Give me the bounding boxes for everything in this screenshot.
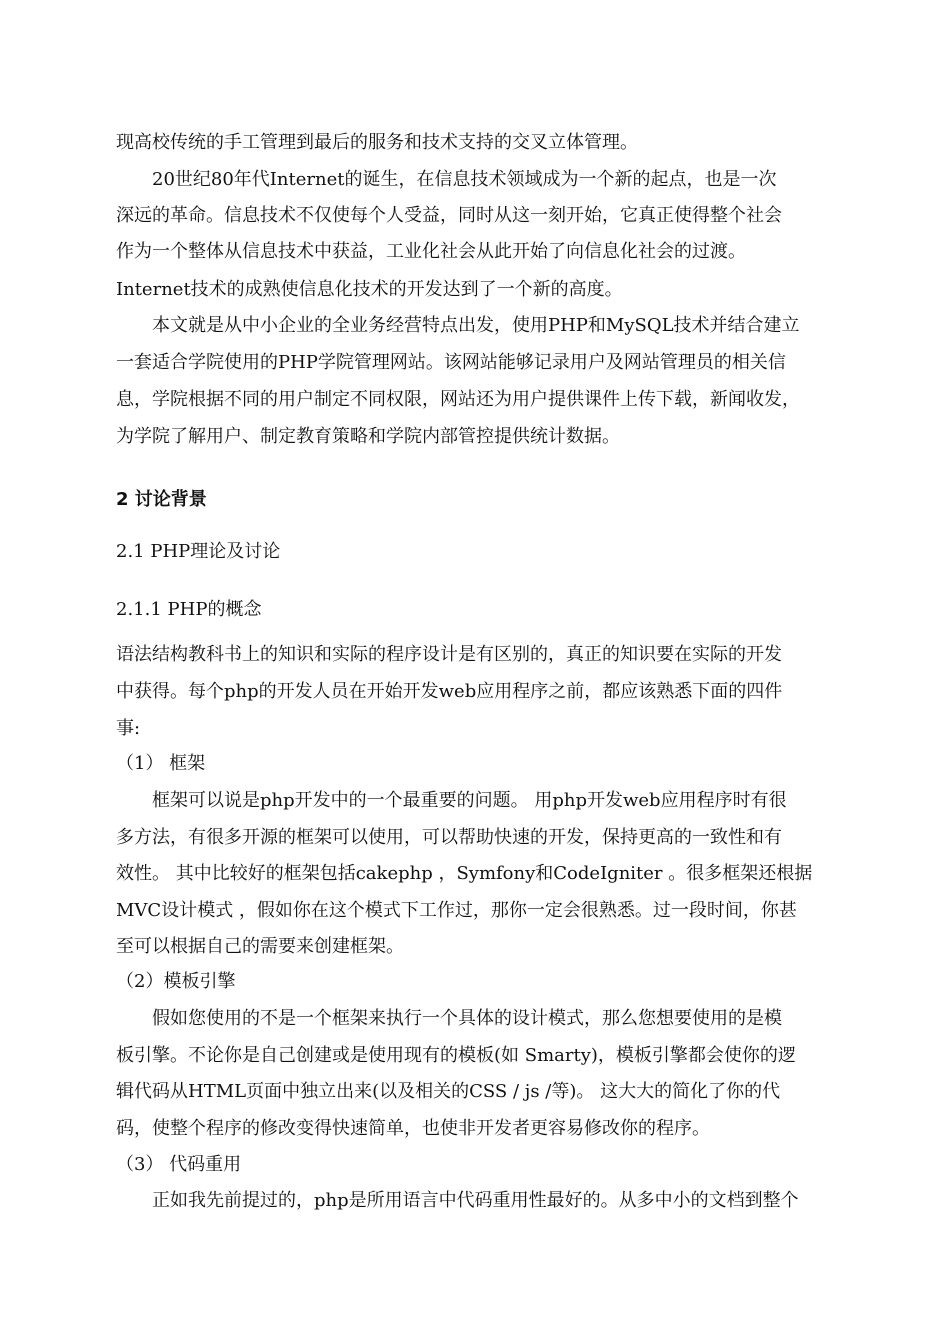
list-heading: （2）模板引擎 [116,971,236,992]
paragraph-line: 至可以根据自己的需要来创建框架。 [116,936,404,957]
paragraph-line: 一套适合学院使用的PHP学院管理网站。该网站能够记录用户及网站管理员的相关信 [116,352,786,373]
paragraph-line: 20世纪80年代Internet的诞生，在信息技术领域成为一个新的起点，也是一次 [152,169,777,190]
paragraph-line: 作为一个整体从信息技术中获益，工业化社会从此开始了向信息化社会的过渡。 [116,241,746,262]
paragraph-line: 多方法，有很多开源的框架可以使用，可以帮助快速的开发，保持更高的一致性和有 [116,827,782,848]
paragraph-line: 事: [116,718,141,739]
paragraph-line: 正如我先前提过的，php是所用语言中代码重用性最好的。从多中小的文档到整个 [152,1190,799,1211]
paragraph-line: 板引擎。不论你是自己创建或是使用现有的模板(如 Smarty)，模板引擎都会使你的逻 [116,1045,796,1066]
paragraph-line: 辑代码从HTML页面中独立出来(以及相关的CSS / js /等)。 这大大的简化了你的代 [116,1081,781,1102]
section-heading: 2 讨论背景 [116,489,207,510]
paragraph-line: 为学院了解用户、制定教育策略和学院内部管控提供统计数据。 [116,426,620,447]
paragraph-line: 中获得。每个php的开发人员在开始开发web应用程序之前，都应该熟悉下面的四件 [116,681,783,702]
paragraph-line: Internet技术的成熟使信息化技术的开发达到了一个新的高度。 [116,279,623,300]
paragraph-line: 码，使整个程序的修改变得快速简单，也使非开发者更容易修改你的程序。 [116,1118,710,1139]
paragraph-line: 现高校传统的手工管理到最后的服务和技术支持的交叉立体管理。 [116,132,638,153]
paragraph-line: 假如您使用的不是一个框架来执行一个具体的设计模式，那么您想要使用的是模 [152,1008,782,1029]
paragraph-line: 深远的革命。信息技术不仅使每个人受益，同时从这一刻开始，它真正使得整个社会 [116,205,782,226]
list-heading: （3） 代码重用 [116,1154,242,1175]
subsection-heading: 2.1 PHP理论及讨论 [116,541,281,562]
subsubsection-heading: 2.1.1 PHP的概念 [116,599,262,620]
paragraph-line: MVC设计模式 ，假如你在这个模式下工作过，那你一定会很熟悉。过一段时间，你甚 [116,900,797,921]
paragraph-line: 本文就是从中小企业的全业务经营特点出发，使用PHP和MySQL技术并结合建立 [152,315,800,336]
paragraph-line: 框架可以说是php开发中的一个最重要的问题。 用php开发web应用程序时有很 [152,790,787,811]
paragraph-line: 效性。 其中比较好的框架包括cakephp ，Symfony和CodeIgniter 。很多框架还根据 [116,863,813,884]
list-heading: （1） 框架 [116,753,206,774]
paragraph-line: 息，学院根据不同的用户制定不同权限，网站还为用户提供课件上传下载，新闻收发， [116,389,800,410]
paragraph-line: 语法结构教科书上的知识和实际的程序设计是有区别的，真正的知识要在实际的开发 [116,644,782,665]
